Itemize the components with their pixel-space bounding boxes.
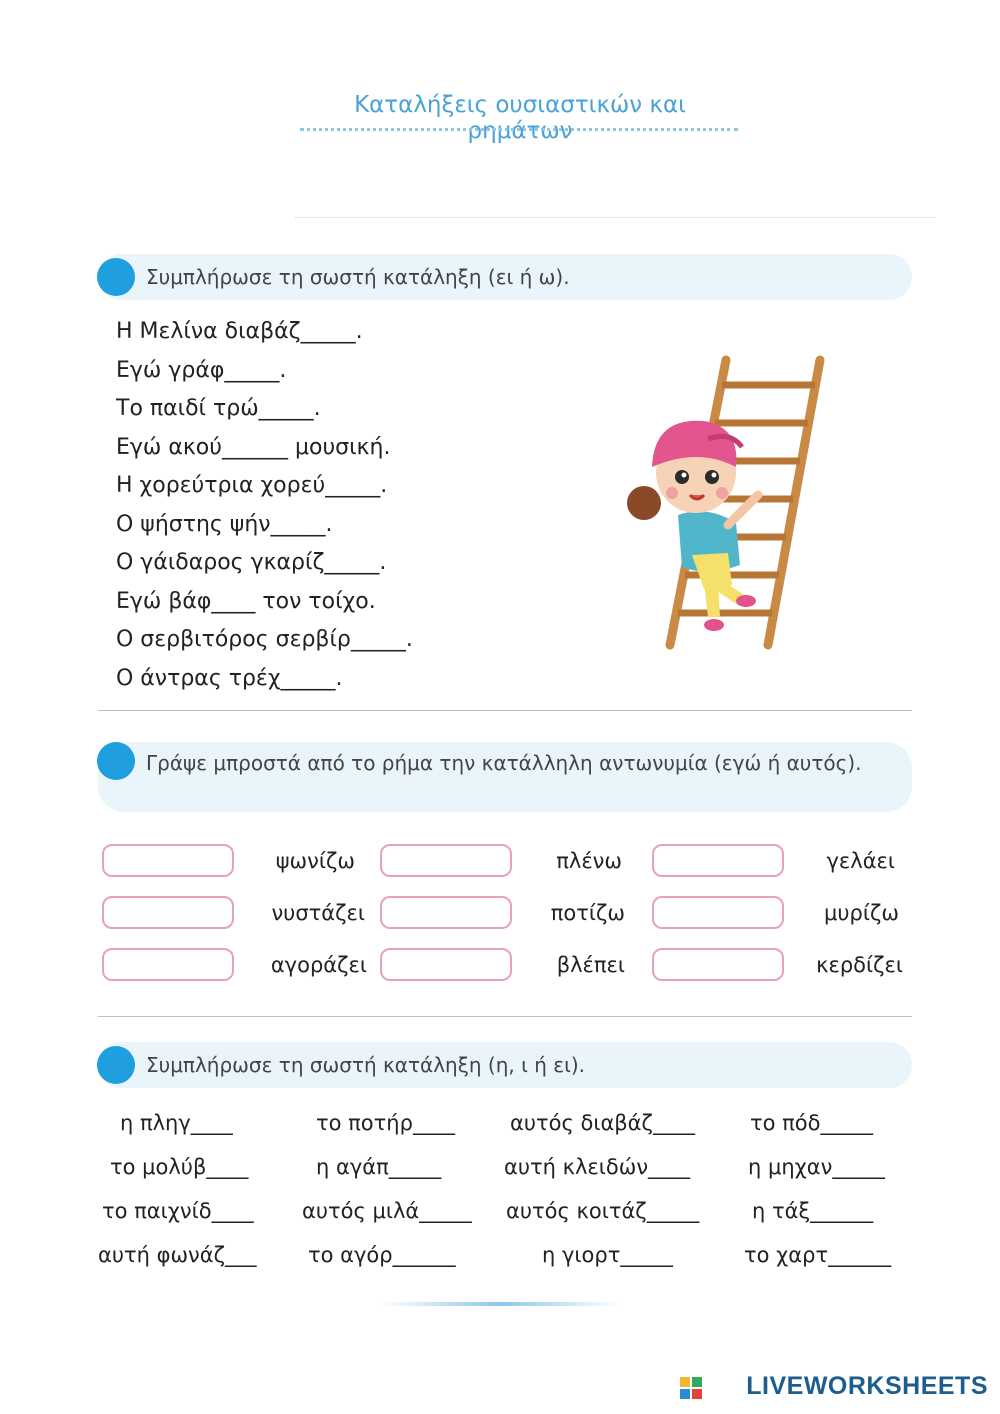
section-divider (98, 710, 912, 711)
pronoun-input[interactable] (652, 948, 784, 981)
pronoun-row (102, 842, 902, 894)
section-divider (98, 1016, 912, 1017)
sentence[interactable]: Εγώ βάφ____ τον τοίχο. (116, 588, 376, 614)
section1-instruction: Συμπλήρωσε τη σωστή κατάληξη (ει ή ω). (146, 265, 570, 289)
pronoun-grid (102, 842, 902, 998)
verb-label: ψωνίζω (275, 849, 355, 873)
sentence[interactable]: Ο γάιδαρος γκαρίζ_____. (116, 550, 387, 575)
verb-label: νυστάζει (271, 901, 365, 925)
pronoun-row (102, 894, 902, 946)
pronoun-input[interactable] (380, 896, 512, 929)
section3-bullet (97, 1046, 135, 1084)
pronoun-input[interactable] (102, 896, 234, 929)
word-blank[interactable]: η πληγ____ (120, 1111, 233, 1135)
endings-row (96, 1103, 916, 1147)
word-blank[interactable]: αυτή κλειδών____ (504, 1155, 691, 1179)
section3-instruction: Συμπλήρωσε τη σωστή κατάληξη (η, ι ή ει). (146, 1053, 586, 1077)
word-blank[interactable]: αυτός διαβάζ____ (510, 1111, 695, 1135)
pronoun-input[interactable] (380, 844, 512, 877)
verb-label: βλέπει (556, 953, 625, 977)
liveworksheets-logo-icon (680, 1377, 702, 1399)
sentence[interactable]: Ο άντρας τρέχ_____. (116, 665, 343, 691)
verb-label: γελάει (826, 849, 895, 873)
word-blank[interactable]: αυτός κοιτάζ_____ (506, 1199, 700, 1223)
section1-sentences (116, 313, 413, 698)
pronoun-input[interactable] (102, 948, 234, 981)
pronoun-input[interactable] (102, 844, 234, 877)
word-blank[interactable]: η μηχαν_____ (748, 1155, 885, 1179)
word-blank[interactable]: το αγόρ______ (308, 1243, 456, 1267)
verb-label: μυρίζω (824, 901, 899, 925)
page-title: Καταλήξεις ουσιαστικών και ρημάτων (354, 92, 686, 144)
header-divider (295, 217, 935, 218)
pronoun-input[interactable] (652, 896, 784, 929)
word-blank[interactable]: το χαρτ______ (744, 1243, 892, 1267)
word-blank[interactable]: η τάξ______ (752, 1199, 874, 1223)
sentence[interactable]: Ο σερβιτόρος σερβίρ_____. (116, 627, 413, 652)
endings-row (96, 1191, 916, 1235)
pronoun-row (102, 946, 902, 998)
pronoun-input[interactable] (652, 844, 784, 877)
verb-label: κερδίζει (816, 953, 903, 977)
sentence[interactable]: Η Μελίνα διαβάζ_____. (116, 319, 363, 344)
endings-grid (96, 1103, 916, 1279)
endings-row (96, 1235, 916, 1279)
sentence[interactable]: Η χορεύτρια χορεύ_____. (116, 473, 388, 498)
liveworksheets-logo: LIVEWORKSHEETS (746, 1372, 988, 1400)
verb-label: πλένω (556, 849, 622, 873)
word-blank[interactable]: η αγάπ_____ (316, 1155, 442, 1179)
pronoun-input[interactable] (380, 948, 512, 981)
word-blank[interactable]: το ποτήρ____ (316, 1111, 455, 1135)
section2-instruction: Γράψε μπροστά από το ρήμα την κατάλληλη αντωνυμία (εγώ ή αυτός). (146, 751, 862, 775)
sentence[interactable]: Ο ψήστης ψήν_____. (116, 511, 333, 537)
verb-label: αγοράζει (270, 953, 367, 977)
word-blank[interactable]: το παιχνίδ____ (102, 1199, 254, 1223)
verb-label: ποτίζω (550, 901, 625, 925)
word-blank[interactable]: αυτός μιλά_____ (302, 1199, 472, 1223)
word-blank[interactable]: αυτή φωνάζ___ (98, 1243, 257, 1267)
girl-on-ladder-illustration (608, 355, 838, 655)
footer-decoration (380, 1302, 620, 1306)
endings-row (96, 1147, 916, 1191)
word-blank[interactable]: η γιορτ_____ (542, 1243, 673, 1267)
sentence[interactable]: Εγώ γράφ_____. (116, 357, 287, 383)
section2-bullet (97, 742, 135, 780)
sentence[interactable]: Εγώ ακού______ μουσική. (116, 434, 391, 460)
word-blank[interactable]: το πόδ_____ (750, 1111, 874, 1135)
sentence[interactable]: Το παιδί τρώ_____. (116, 396, 321, 421)
section1-bullet (97, 258, 135, 296)
title-underline (300, 128, 738, 131)
word-blank[interactable]: το μολύβ____ (110, 1155, 249, 1179)
